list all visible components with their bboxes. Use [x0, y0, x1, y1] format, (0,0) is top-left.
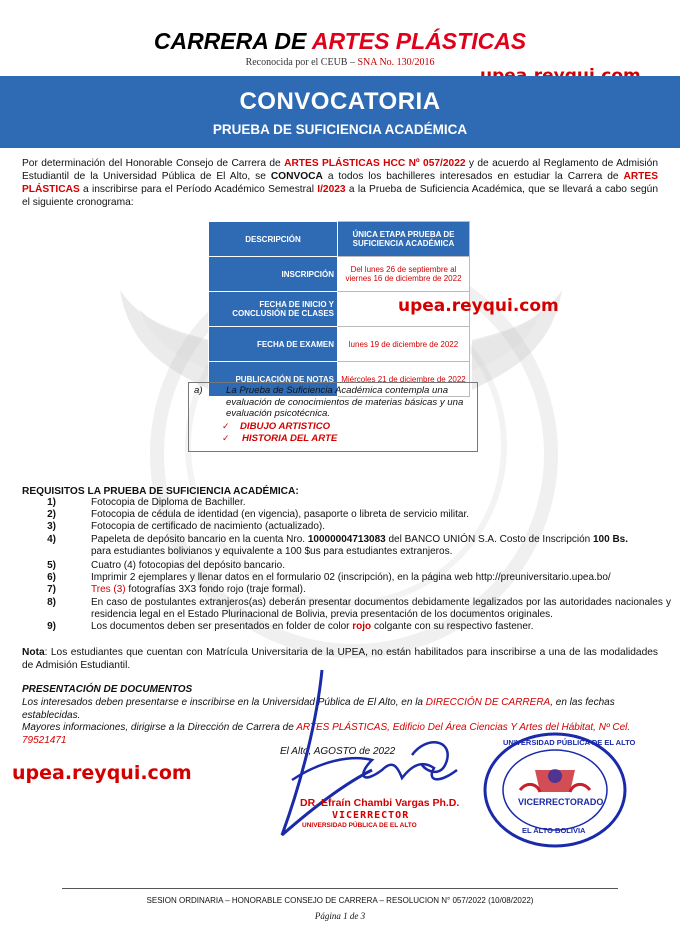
watermark-text-bottom: upea.reyqui.com — [12, 762, 192, 784]
list-item — [16, 509, 676, 521]
check-icon: ✓ — [222, 433, 230, 443]
banner-title: CONVOCATORIA — [239, 88, 441, 115]
table-row — [209, 222, 470, 257]
requirement-text: Fotocopia de cédula de identidad (en vigencia), pasaporte o libreta de servicio militar. — [91, 509, 469, 520]
signer-name: DR. Efraín Chambi Vargas Ph.D. — [300, 797, 460, 809]
recognition-prefix: Reconocida por el CEUB – — [245, 57, 358, 68]
title-highlight: ARTES PLÁSTICAS — [311, 28, 527, 54]
requirement-number: 2) — [47, 509, 56, 520]
requirement-text — [91, 621, 673, 633]
signer-role: VICERRECTOR — [332, 810, 410, 821]
presentation-contact: ARTES PLÁSTICAS, Edificio Del Área Ciencias Y Artes del Hábitat, Nº Cel. 79521471 — [22, 722, 631, 746]
presentation-office: DIRECCIÓN DE CARRERA — [425, 697, 551, 708]
requirement-text-part: fotografías 3X3 fondo rojo (traje formal). — [128, 584, 306, 595]
list-item — [16, 497, 676, 509]
schedule-key: PUBLICACIÓN DE NOTAS — [209, 362, 338, 397]
page-number: Página 1 de 3 — [314, 911, 366, 921]
requirement-text-part: Papeleta de depósito bancario en la cuenta Nro. — [91, 534, 308, 545]
photo-count: Tres (3) — [91, 584, 129, 595]
exam-subject: HISTORIA DEL ARTE — [242, 433, 338, 444]
watermark-text-middle: upea.reyqui.com — [398, 296, 559, 316]
bank-account-number: 10000004713083 — [307, 534, 386, 545]
requirement-text: Cuatro (4) fotocopias del depósito bancario. — [91, 560, 286, 571]
intro-text: Por determinación del Honorable Consejo de Carrera de — [22, 158, 285, 169]
presentation-text: , en las fechas establecidas. — [22, 697, 615, 721]
intro-paragraph — [22, 157, 658, 209]
folder-color: rojo — [352, 621, 372, 632]
requirement-number: 6) — [47, 572, 56, 583]
requirement-text-part: del BANCO UNIÓN S.A. Costo de Inscripción — [385, 534, 593, 545]
intro-text: a inscribirse para el Período Académico Semestral — [79, 184, 318, 195]
intro-career: ARTES PLÁSTICAS — [22, 171, 658, 195]
list-item — [16, 534, 676, 558]
requirement-text: Imprimir 2 ejemplares y llenar datos en el formulario 02 (inscripción), en la página web http://preuniversitario.upea.bo/ — [91, 572, 611, 583]
requirement-number: 1) — [47, 497, 56, 508]
schedule-value: lunes 19 de diciembre de 2022 — [338, 327, 470, 362]
seal-center-text: VICERRECTORADO — [518, 797, 604, 807]
schedule-header-value: ÚNICA ETAPA PRUEBA DE SUFICIENCIA ACADÉMICA — [338, 222, 470, 257]
schedule-key: FECHA DE EXAMEN — [209, 327, 338, 362]
note-label: a) — [194, 385, 203, 396]
list-item — [16, 621, 676, 633]
intro-period: I/2023 — [317, 184, 346, 195]
intro-resolution: ARTES PLÁSTICAS HCC Nº 057/2022 — [284, 158, 466, 169]
schedule-key: FECHA DE INICIO Y CONCLUSIÓN DE CLASES — [209, 292, 338, 327]
requirement-number: 3) — [47, 521, 56, 532]
requirement-text-part: para estudiantes bolivianos y equivalente a 100 $us para estudiantes extranjeros. — [91, 546, 453, 557]
list-item — [16, 560, 676, 572]
footer-divider — [62, 888, 618, 889]
check-icon: ✓ — [222, 421, 230, 431]
right-wing-watermark-icon — [462, 270, 572, 400]
signer-org: UNIVERSIDAD PÚBLICA DE EL ALTO — [302, 822, 417, 829]
seal-top-text: UNIVERSIDAD PÚBLICA DE EL ALTO — [503, 738, 636, 747]
requirement-number: 9) — [47, 621, 56, 632]
requirement-text — [91, 534, 673, 558]
exam-subject: DIBUJO ARTISTICO — [240, 421, 331, 432]
requirement-text: En caso de postulantes extranjeros(as) deberán presentar documentos debidamente legalizados por las autoridades nacionales y residencia legal en el Estado Plurinacional de Bolivia, previa presentación de los documentos originales. — [91, 597, 671, 620]
schedule-header-key: DESCRIPCIÓN — [209, 222, 338, 257]
presentation-text: Los interesados deben presentarse e inscribirse en la Universidad Pública de El Alto, en la — [22, 697, 426, 708]
schedule-value: Miércoles 21 de diciembre de 2022 — [338, 362, 470, 397]
recognition-sna: SNA No. 130/2016 — [357, 57, 435, 68]
note-text: La Prueba de Suficiencia Académica contempla una evaluación de conocimientos de materias básicas y una evaluación psicotécnica. — [226, 385, 464, 419]
requirement-number: 4) — [47, 534, 56, 545]
intro-convoca: CONVOCA — [270, 171, 323, 182]
list-item — [16, 572, 676, 584]
note-body: : Los estudiantes que cuentan con Matrícula Universitaria de la UPEA, no están habilitados para inscribirse a una de las modalidades de Admisión Estudiantil. — [22, 647, 658, 671]
seal-bottom-text: EL ALTO BOLIVIA — [522, 826, 586, 835]
inscription-cost: 100 Bs. — [593, 534, 629, 545]
left-wing-watermark-icon — [110, 270, 220, 400]
requirement-number: 7) — [47, 584, 56, 595]
footer-text: SESION ORDINARIA – HONORABLE CONSEJO DE CARRERA – RESOLUCION N° 057/2022 (10/08/2022) — [146, 896, 534, 905]
intro-text: a todos los bachilleres interesados en estudiar la Carrera de — [322, 171, 624, 182]
title-prefix: CARRERA DE — [153, 28, 312, 54]
table-row — [209, 257, 470, 292]
requirements-title: REQUISITOS LA PRUEBA DE SUFICIENCIA ACADÉMICA: — [22, 486, 299, 497]
requirement-text-part: Los documentos deben ser presentados en folder de color — [91, 621, 353, 632]
requirement-number: 5) — [47, 560, 56, 571]
requirement-text-part: colgante con su respectivo fastener. — [371, 621, 534, 632]
presentation-title: PRESENTACIÓN DE DOCUMENTOS — [22, 684, 193, 695]
issue-date: El Alto, AGOSTO de 2022 — [280, 746, 396, 757]
note-label: Nota — [22, 647, 45, 658]
requirement-text: Fotocopia de certificado de nacimiento (actualizado). — [91, 521, 326, 532]
presentation-text: Mayores informaciones, dirigirse a la Dirección de Carrera de — [22, 722, 297, 733]
list-item — [16, 584, 676, 596]
schedule-key: INSCRIPCIÓN — [209, 257, 338, 292]
schedule-value: Del lunes 26 de septiembre al viernes 16 de diciembre de 2022 — [338, 257, 470, 292]
document-title — [0, 28, 680, 55]
table-row — [209, 327, 470, 362]
banner-subtitle: PRUEBA DE SUFICIENCIA ACADÉMICA — [212, 122, 468, 137]
requirement-text: Fotocopia de Diploma de Bachiller. — [91, 497, 246, 508]
list-item — [16, 521, 676, 533]
requirement-text — [91, 584, 673, 596]
intro-text: a la Prueba de Suficiencia Académica, que se llevará a cabo según el siguiente cronograma: — [22, 184, 659, 208]
intro-text: y de acuerdo al Reglamento de Admisión Estudiantil de la Universidad Pública de El Alto, se — [22, 158, 658, 182]
requirement-number: 8) — [47, 597, 56, 608]
